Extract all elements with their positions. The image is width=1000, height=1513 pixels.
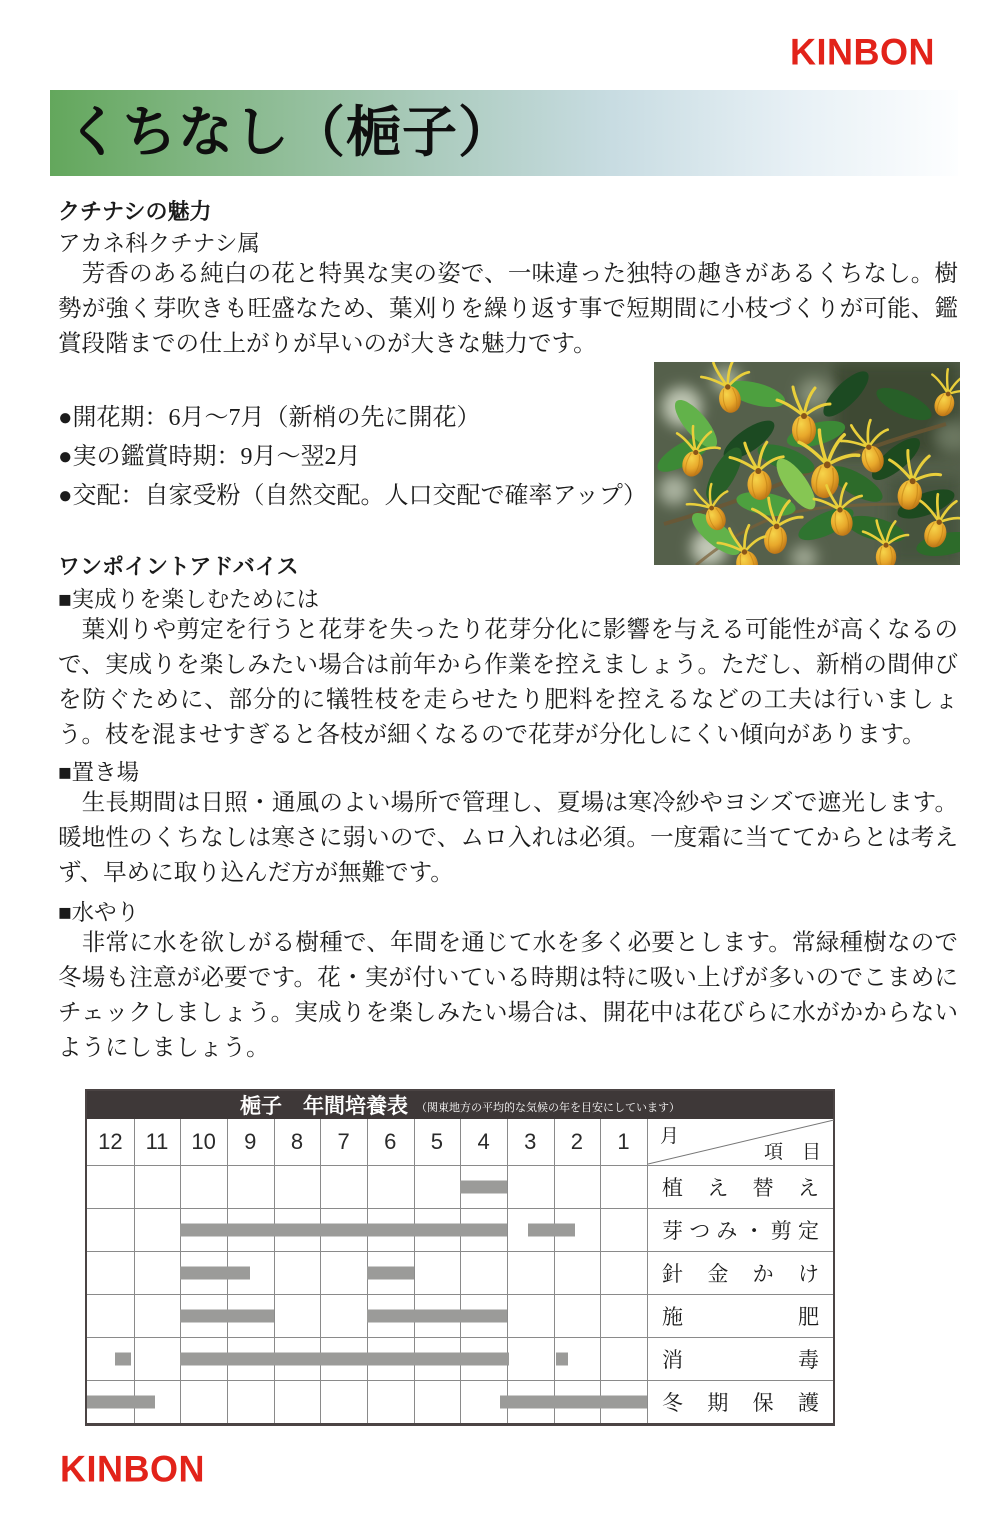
calendar-row-label-char: え (707, 1176, 729, 1200)
month-label: 8 (290, 1129, 304, 1154)
title-banner (50, 90, 958, 176)
month-label: 2 (570, 1129, 584, 1154)
calendar-bars-area (87, 1209, 647, 1251)
calendar-row (87, 1208, 833, 1251)
kinbon-logo-bottom: KINBON (60, 1447, 205, 1490)
month-label: 4 (477, 1129, 490, 1154)
calendar-row-label-char: 芽 (662, 1219, 683, 1243)
calendar-row-label-char: か (752, 1262, 774, 1286)
corner-cell (647, 1119, 833, 1165)
calendar-row-label (647, 1209, 833, 1251)
month-label: 10 (191, 1129, 216, 1154)
intro-body: 芳香のある純白の花と特異な実の姿で、一味違った独特の趣きがあるくちなし。樹勢が強く芽吹きも旺盛なため、葉刈りを繰り返す事で短期間に小枝づくりが可能、鑑賞段階までの仕上がりが早いのが大きな魅力です。 (58, 260, 958, 356)
cultivation-table (85, 1089, 835, 1426)
calendar-bars-area (87, 1252, 647, 1294)
calendar-row-label-char: え (797, 1176, 819, 1200)
cultivation-table-title: 梔子 年間培養表 (240, 1094, 408, 1118)
calendar-row-label-char: 針 (662, 1262, 683, 1286)
calendar-bar (528, 1224, 575, 1237)
month-label: 7 (337, 1129, 350, 1154)
calendar-row-label-char: 替 (752, 1176, 774, 1200)
month-label: 5 (430, 1129, 444, 1154)
calendar-row-label-char: 期 (707, 1391, 729, 1415)
cultivation-table-subtitle: （関東地方の平均的な気候の年を目安にしています） (416, 1101, 680, 1114)
fact-fruit-viewing-period: ●実の鑑賞時期：9月～翌2月 (58, 444, 361, 470)
calendar-row (87, 1337, 833, 1380)
calendar-row-label-char: 施 (662, 1305, 683, 1329)
month-header-cells (87, 1119, 647, 1165)
calendar-bar (500, 1396, 647, 1409)
calendar-row-label-char: 護 (797, 1391, 819, 1415)
advice-section-body-placement: 生長期間は日照・通風のよい場所で管理し、夏場は寒冷紗やヨシズで遮光します。暖地性のくちなしは寒さに弱いので、ムロ入れは必須。一度霜に当ててからとは考えず、早めに取り込んだ方が無難です。 (58, 789, 958, 885)
advice-heading: ワンポイントアドバイス (58, 554, 299, 579)
month-label: 6 (384, 1129, 397, 1154)
calendar-bar (87, 1396, 155, 1409)
calendar-bars-area (87, 1166, 647, 1208)
advice-section-title-watering: ■水やり (58, 900, 140, 925)
calendar-bar (180, 1224, 507, 1237)
advice-section-body-watering: 非常に水を欲しがる樹種で、年間を通じて水を多く必要とします。常緑種樹なので冬場も注意が必要です。花・実が付いている時期は特に吸い上げが多いのでこまめにチェックしましょう。実成りを楽しみたい場合は、開花中は花びらに水がかからないようにしましょう。 (58, 929, 958, 1060)
advice-section-body-fruiting: 葉刈りや剪定を行うと花芽を失ったり花芽分化に影響を与える可能性が高くなるので、実成りを楽しみたい場合は前年から作業を控えましょう。ただし、新梢の間伸びを防ぐために、部分的に犠牲枝を走らせたり肥料を控えるなどの工夫は行いましょう。枝を混ませすぎると各枝が細くなるので花芽が分化しにくい傾向があります。 (58, 616, 958, 747)
corner-label-item: 項 目 (763, 1142, 821, 1163)
month-label: 12 (98, 1129, 123, 1154)
calendar-row (87, 1251, 833, 1294)
calendar-row-label (647, 1295, 833, 1337)
calendar-row-label (647, 1381, 833, 1423)
calendar-bar (115, 1353, 131, 1366)
corner-label-month: 月 (660, 1126, 680, 1147)
calendar-row-label-char: み (716, 1219, 738, 1243)
fact-bloom-period: ●開花期：6月～7月（新梢の先に開花） (58, 405, 481, 431)
calendar-bars-area (87, 1295, 647, 1337)
fact-pollination: ●交配：自家受粉（自然交配。人口交配で確率アップ） (58, 483, 648, 509)
gardenia-photo-svg (654, 362, 960, 565)
calendar-row-label-char: 肥 (798, 1305, 819, 1329)
calendar-row-label-char: 金 (707, 1262, 729, 1286)
calendar-bar (180, 1353, 509, 1366)
calendar-row-label-char: 剪 (770, 1219, 792, 1243)
calendar-bar (367, 1267, 414, 1280)
calendar-bar (460, 1181, 507, 1194)
intro-heading: クチナシの魅力 (58, 199, 212, 224)
month-label: 3 (524, 1129, 537, 1154)
advice-section-title-placement: ■置き場 (58, 760, 140, 785)
calendar-row-label (647, 1166, 833, 1208)
cultivation-rows (87, 1165, 833, 1423)
calendar-bar (367, 1310, 507, 1323)
month-label: 1 (617, 1129, 630, 1154)
month-label: 9 (244, 1129, 257, 1154)
calendar-row-label-char: 毒 (798, 1348, 819, 1372)
calendar-row-label-char: ・ (743, 1219, 765, 1243)
calendar-bar (556, 1353, 568, 1366)
calendar-row-label-char: 植 (662, 1176, 683, 1200)
calendar-row-label-char: 冬 (662, 1391, 683, 1415)
calendar-row-label (647, 1338, 833, 1380)
gardenia-photo (654, 362, 960, 565)
page-title: くちなし（梔子） (66, 102, 515, 163)
kinbon-logo-top: KINBON (790, 30, 935, 73)
intro-subheading: アカネ科クチナシ属 (58, 231, 260, 256)
calendar-row (87, 1380, 833, 1423)
month-header-row (87, 1119, 833, 1165)
calendar-bars-area (87, 1381, 647, 1423)
calendar-bars-area (87, 1338, 647, 1380)
calendar-bar (180, 1310, 273, 1323)
fact-list (58, 399, 647, 516)
calendar-row (87, 1165, 833, 1208)
month-label: 11 (145, 1129, 169, 1154)
calendar-row-label-char: け (797, 1262, 819, 1286)
calendar-row-label-char: 保 (752, 1391, 774, 1415)
advice-section-title-fruiting: ■実成りを楽しむためには (58, 587, 320, 612)
cultivation-table-grid (87, 1119, 833, 1423)
calendar-row-label (647, 1252, 833, 1294)
calendar-row-label-char: 消 (662, 1348, 683, 1372)
cultivation-table-header (87, 1091, 833, 1119)
calendar-row-label-char: つ (689, 1219, 711, 1243)
calendar-bar (180, 1267, 250, 1280)
calendar-row (87, 1294, 833, 1337)
calendar-row-label-char: 定 (797, 1219, 819, 1243)
